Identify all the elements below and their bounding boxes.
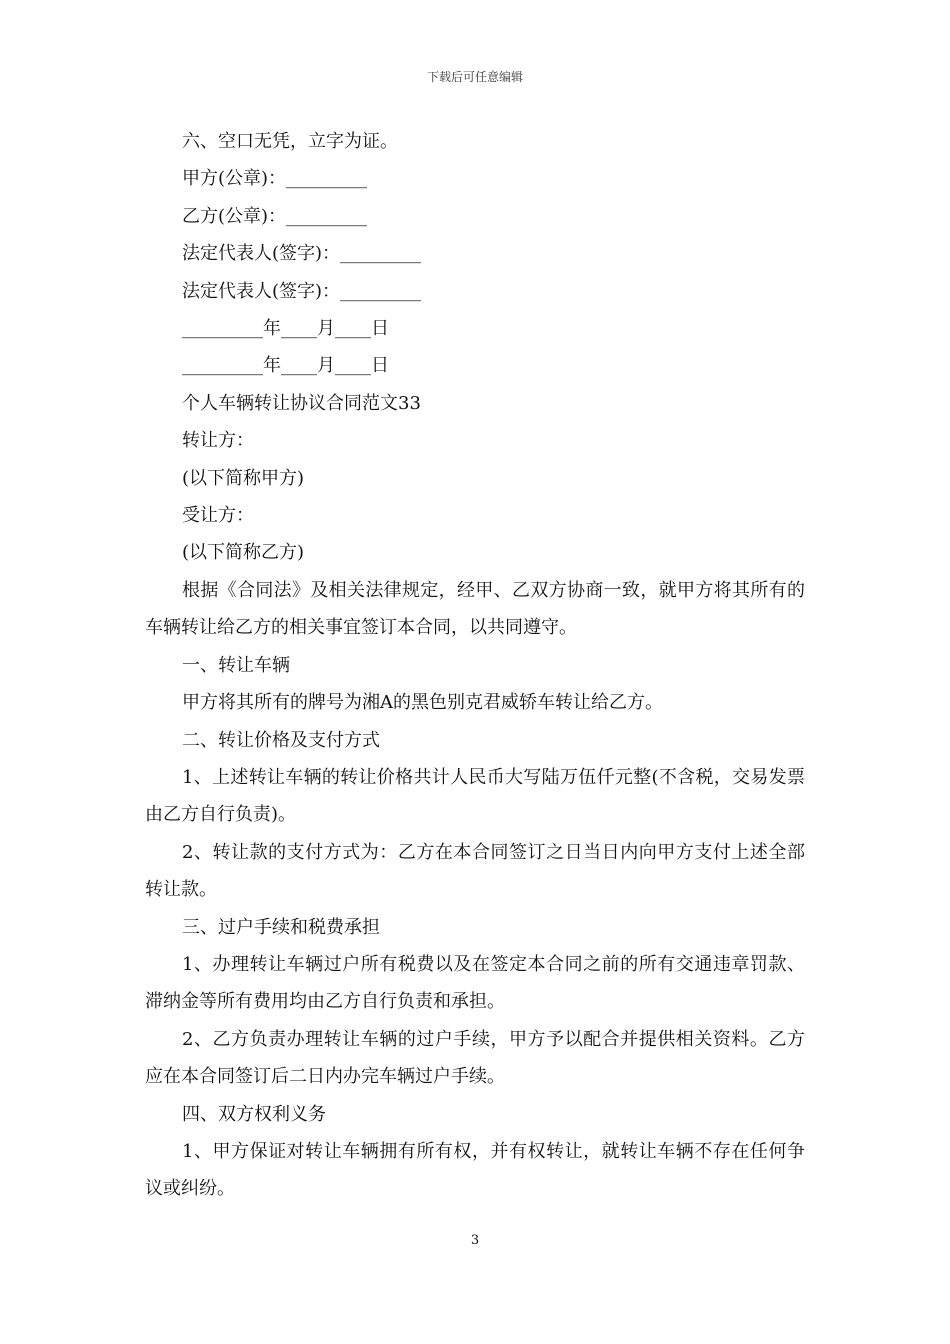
- section-heading-2: 二、转让价格及支付方式: [182, 729, 380, 751]
- closing-clause: 六、空口无凭，立字为证。: [182, 131, 398, 152]
- fees-paragraph: 1、办理转让车辆过户所有税费以及在签定本合同之前的所有交通违章罚款、滞纳金等所有费用均由乙方自行负责和承担。: [145, 953, 805, 1013]
- section-heading-4: 四、双方权利义务: [182, 1103, 326, 1125]
- legal-rep-signature-line-a: 法定代表人(签字)：_________: [182, 243, 422, 265]
- transferor-label: 转让方：: [182, 430, 254, 452]
- page-number: 3: [470, 1233, 480, 1248]
- legal-rep-signature-line-b: 法定代表人(签字)：_________: [182, 280, 422, 302]
- section-heading-1: 一、转让车辆: [182, 654, 290, 676]
- vehicle-paragraph: 甲方将其所有的牌号为湘A的黑色别克君威轿车转让给乙方。: [182, 692, 663, 714]
- party-b-seal-line: 乙方(公章)：_________: [182, 205, 368, 227]
- section-heading-3: 三、过户手续和税费承担: [182, 916, 380, 938]
- party-a-seal-line: 甲方(公章)：_________: [182, 168, 368, 190]
- transferee-label: 受让方：: [182, 505, 254, 527]
- transferee-abbrev: (以下简称乙方): [182, 542, 305, 564]
- date-line-b: _________年____月____日: [182, 355, 389, 377]
- transfer-procedure-paragraph: 2、乙方负责办理转让车辆的过户手续，甲方予以配合并提供相关资料。乙方应在本合同签订后二日内办完车辆过户手续。: [145, 1028, 805, 1088]
- preamble-paragraph: 根据《合同法》及相关法律规定，经甲、乙双方协商一致，就甲方将其所有的车辆转让给乙方的相关事宜签订本合同，以共同遵守。: [145, 579, 805, 639]
- date-line-a: _________年____月____日: [182, 318, 389, 340]
- page-header: 下载后可任意编辑: [426, 70, 523, 84]
- payment-paragraph: 2、转让款的支付方式为：乙方在本合同签订之日当日内向甲方支付上述全部转让款。: [145, 841, 805, 901]
- ownership-paragraph: 1、甲方保证对转让车辆拥有所有权，并有权转让，就转让车辆不存在任何争议或纠纷。: [145, 1140, 805, 1200]
- transferor-abbrev: (以下简称甲方): [182, 467, 305, 489]
- price-paragraph: 1、上述转让车辆的转让价格共计人民币大写陆万伍仟元整(不含税，交易发票由乙方自行负责)。: [145, 766, 805, 826]
- document-body: [145, 123, 805, 1208]
- contract-title: 个人车辆转让协议合同范文33: [182, 392, 421, 414]
